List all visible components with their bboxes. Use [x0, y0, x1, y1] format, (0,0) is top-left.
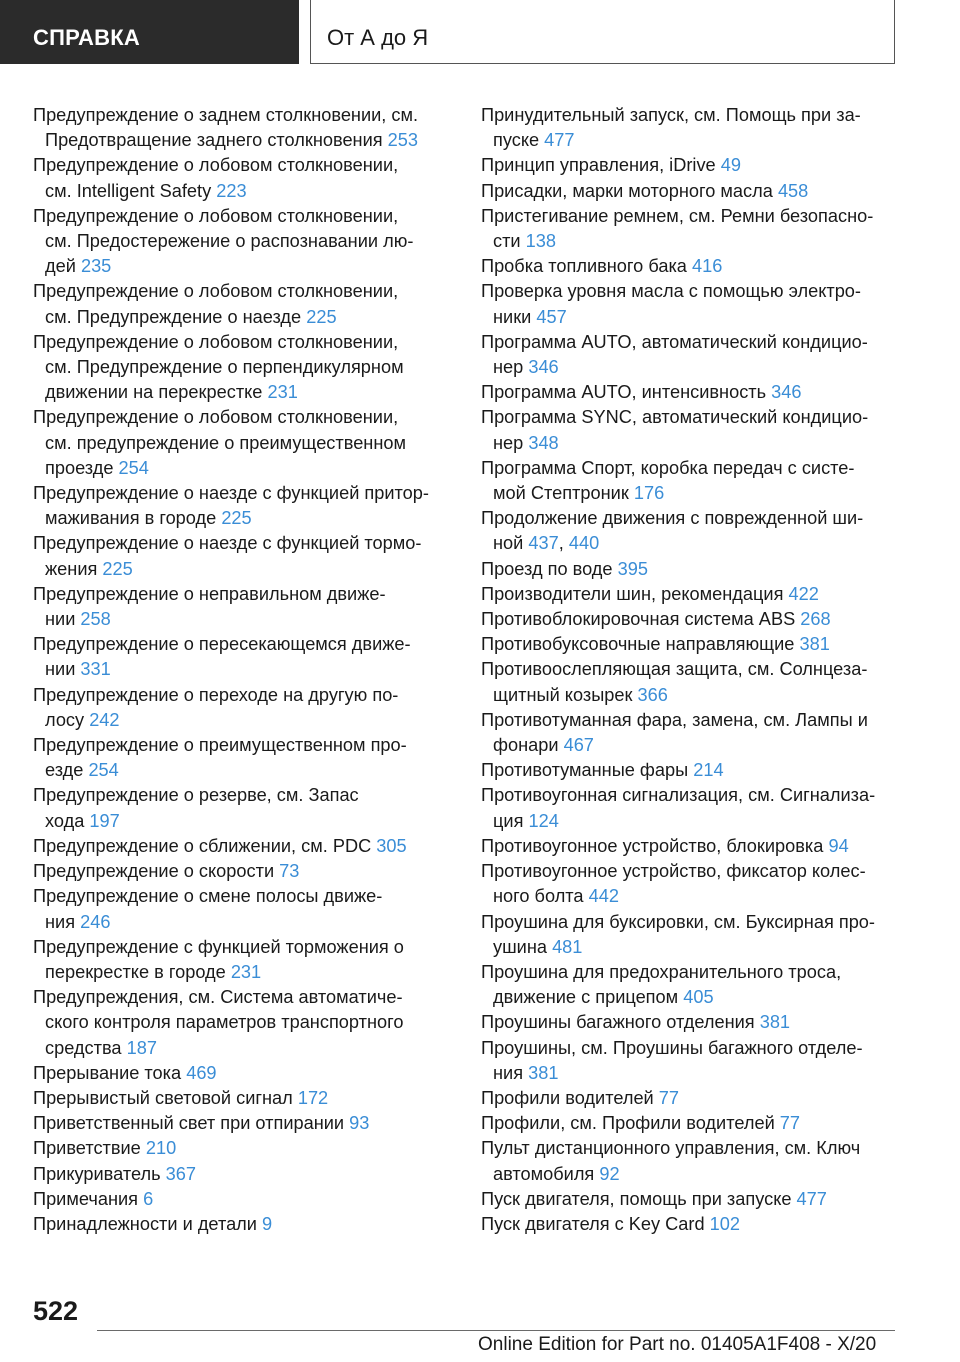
index-entry: [481, 910, 901, 960]
index-entry-text: Программа AUTO, интенсивность: [481, 382, 772, 403]
index-entry: [481, 708, 901, 758]
page-reference-link[interactable]: 381: [759, 1012, 791, 1033]
index-entry-text: Предупреждение о резерве, см. Запас: [33, 785, 359, 806]
index-entry-text: Проушина для буксировки, см. Буксирная про-: [481, 911, 875, 932]
index-entry: [481, 456, 901, 506]
index-entry: [481, 582, 901, 607]
index-entry-text: Противобуксовочные направляющие: [481, 634, 800, 655]
index-entry: [481, 179, 901, 204]
page-reference-link[interactable]: 253: [387, 130, 419, 151]
index-entry-text: Противотуманные фары: [481, 760, 694, 781]
index-entry: [33, 834, 453, 859]
index-entry: [481, 783, 901, 833]
index-entry: [481, 632, 901, 657]
page-reference-link[interactable]: 231: [230, 961, 262, 982]
index-entry: [33, 1111, 453, 1136]
index-entry-text: Программа SYNC, автоматический кондицио-: [481, 407, 869, 428]
index-entry: [481, 330, 901, 380]
index-entry: [33, 985, 453, 1061]
index-entry-text: Предупреждение о заднем столкновении, см.: [33, 105, 419, 125]
ref-separator: ,: [558, 533, 569, 554]
index-entry-text: Предупреждения, см. Система автоматиче-: [33, 987, 403, 1008]
index-entry-text: Принцип управления, iDrive: [481, 155, 721, 176]
index-entry-text: Программа Спорт, коробка передач с систе-: [481, 457, 855, 478]
index-entry: [481, 834, 901, 859]
index-entry: [33, 783, 453, 833]
index-entry-text: см. Предупреждение о наезде: [45, 306, 307, 327]
index-entry-text: нии: [45, 609, 81, 630]
index-entry-text: ция: [493, 810, 529, 831]
index-entry-text: нер: [493, 432, 529, 453]
index-entry-text: Принудительный запуск, см. Помощь при за-: [481, 105, 861, 125]
page-reference-link[interactable]: 367: [165, 1163, 196, 1184]
index-entry-text: Предупреждение о смене полосы движе-: [33, 886, 383, 907]
index-entry: [481, 557, 901, 582]
index-column-left: [33, 103, 453, 1237]
index-entry: [33, 103, 453, 153]
index-entry-text: Предупреждение о преимущественном про-: [33, 735, 407, 756]
page-reference-link[interactable]: 366: [637, 684, 668, 705]
index-entry-text: Противоугонная сигнализация, см. Сигнализа-: [481, 785, 876, 806]
index-entry-text: нии: [45, 659, 81, 680]
index-entry: [33, 1136, 453, 1161]
page-reference-link[interactable]: 467: [563, 735, 594, 756]
index-entry-text: дей: [45, 256, 81, 277]
index-entry-text: см. Предупреждение о перпендикулярном: [45, 357, 404, 378]
index-entry-text: ной: [493, 533, 529, 554]
page-reference-link[interactable]: 348: [528, 432, 559, 453]
index-entry-text: Предупреждение о наезде с функцией тормо-: [33, 533, 422, 554]
index-entry-text: хода: [45, 810, 90, 831]
index-entry-text: ского контроля параметров транспортного: [45, 1012, 404, 1033]
index-entry-text: Производители шин, рекомендация: [481, 583, 789, 604]
index-entry: [481, 153, 901, 178]
index-entry-text: Предупреждение о лобовом столкновении,: [33, 205, 399, 226]
index-entry-text: жения: [45, 558, 103, 579]
index-entry-text: Противоблокировочная система ABS: [481, 609, 801, 630]
index-entry-text: ного болта: [493, 886, 589, 907]
page-reference-link[interactable]: 469: [186, 1062, 217, 1083]
index-entry-text: Предупреждение с функцией торможения о: [33, 936, 404, 957]
page-reference-link[interactable]: 197: [89, 810, 120, 831]
page-reference-link[interactable]: 77: [658, 1087, 680, 1108]
page-reference-link[interactable]: 242: [89, 709, 120, 730]
index-entry-text: Проушина для предохранительного троса,: [481, 961, 842, 982]
page-reference-link[interactable]: 381: [528, 1062, 559, 1083]
page-reference-link[interactable]: 176: [633, 483, 665, 504]
index-entry-text: перекрестке в городе: [45, 961, 231, 982]
page-reference-link[interactable]: 254: [88, 760, 119, 781]
page-reference-link[interactable]: 305: [376, 835, 407, 856]
index-entry-text: Примечания: [33, 1188, 144, 1209]
index-entry-text: Противотуманная фара, замена, см. Лампы и: [481, 709, 868, 730]
page-reference-link[interactable]: 102: [709, 1213, 740, 1234]
index-entry-text: см. Intelligent Safety: [45, 180, 217, 201]
index-entry-text: маживания в городе: [45, 508, 222, 529]
index-entry-text: Предупреждение о лобовом столкновении,: [33, 331, 399, 352]
index-entry: [33, 1162, 453, 1187]
index-entry: [33, 632, 453, 682]
index-entry: [481, 103, 901, 153]
index-entry-text: Прерывистый световой сигнал: [33, 1087, 298, 1108]
index-entry-text: езде: [45, 760, 89, 781]
index-entry-text: фонари: [493, 735, 564, 756]
index-entry: [481, 607, 901, 632]
index-entry-text: автомобиля: [493, 1163, 600, 1184]
subsection-title: От А до Я: [327, 25, 429, 50]
index-entry-text: Предупреждение о неправильном движе-: [33, 583, 386, 604]
index-entry-text: Противоугонное устройство, фиксатор колес-: [481, 861, 866, 882]
index-entry-text: ушина: [493, 936, 553, 957]
index-entry: [481, 1010, 901, 1035]
index-entry: [33, 330, 453, 406]
index-entry-text: ния: [493, 1062, 529, 1083]
page-reference-link[interactable]: 395: [617, 558, 648, 579]
index-entry-text: Принадлежности и детали: [33, 1213, 263, 1234]
page-reference-link[interactable]: 246: [80, 911, 111, 932]
index-entry: [481, 380, 901, 405]
index-entry-text: Предупреждение о наезде с функцией притор-: [33, 483, 429, 504]
index-entry-text: щитный козырек: [493, 684, 638, 705]
index-entry-text: Предупреждение о лобовом столкновении,: [33, 155, 399, 176]
page-reference-link[interactable]: 477: [544, 130, 575, 151]
index-entry-text: ния: [45, 911, 81, 932]
index-entry-text: пуске: [493, 130, 545, 151]
index-entry: [33, 1187, 453, 1212]
page-reference-link[interactable]: 93: [349, 1113, 370, 1134]
page-reference-link[interactable]: 268: [800, 609, 831, 630]
index-entry-text: Прерывание тока: [33, 1062, 187, 1083]
index-entry: [33, 733, 453, 783]
index-entry: [33, 859, 453, 884]
index-entry-text: Предупреждение о лобовом столкновении,: [33, 281, 399, 302]
page-reference-link[interactable]: 210: [145, 1138, 177, 1159]
index-entry-text: нер: [493, 357, 529, 378]
index-column-right: [481, 103, 901, 1237]
index-entry-text: Проверка уровня масла с помощью электро-: [481, 281, 861, 302]
page-reference-link[interactable]: 73: [279, 861, 300, 882]
index-entry-text: сти: [493, 231, 526, 252]
page-reference-link[interactable]: 442: [588, 886, 619, 907]
index-entry: [481, 1086, 901, 1111]
page-reference-link[interactable]: 214: [693, 760, 724, 781]
index-entry: [33, 683, 453, 733]
index-entry-text: Предотвращение заднего столкновения: [45, 130, 388, 151]
index-entry-text: движение с прицепом: [493, 987, 684, 1008]
index-entry-text: средства: [45, 1037, 127, 1058]
page-number: 522: [33, 1296, 79, 1326]
index-entry-text: Прикуриватель: [33, 1163, 166, 1184]
page-reference-link[interactable]: 457: [536, 306, 567, 327]
page-reference-link[interactable]: 223: [216, 180, 247, 201]
index-entry: [481, 758, 901, 783]
index-entry: [481, 1036, 901, 1086]
index-entry: [481, 204, 901, 254]
index-entry: [481, 254, 901, 279]
index-entry: [33, 153, 453, 203]
index-entry-text: Приветственный свет при отпирании: [33, 1113, 350, 1134]
page-reference-link[interactable]: 346: [771, 382, 802, 403]
index-entry-text: мой Стептроник: [493, 483, 634, 504]
index-entry-text: Профили водителей: [481, 1087, 659, 1108]
footer-divider: [97, 1330, 895, 1331]
index-entry-text: Пуск двигателя, помощь при запуске: [481, 1188, 797, 1209]
index-entry: [481, 1212, 901, 1237]
index-entry-text: Пристегивание ремнем, см. Ремни безопасно-: [481, 205, 874, 226]
page-reference-link[interactable]: 49: [720, 155, 741, 176]
page-reference-link[interactable]: 422: [788, 583, 819, 604]
page-reference-link[interactable]: 9: [262, 1213, 273, 1234]
index-entry-text: Пульт дистанционного управления, см. Ключ: [481, 1138, 861, 1159]
index-entry-text: Продолжение движения с поврежденной ши-: [481, 508, 864, 529]
index-entry: [481, 506, 901, 556]
page-reference-link[interactable]: 405: [683, 987, 714, 1008]
index-entry: [481, 1187, 901, 1212]
index-entry-text: Проезд по воде: [481, 558, 618, 579]
page-reference-link[interactable]: 258: [80, 609, 111, 630]
index-entry-text: Приветствие: [33, 1138, 146, 1159]
index-entry: [33, 582, 453, 632]
page-reference-link[interactable]: 92: [599, 1163, 620, 1184]
index-entry-text: Программа AUTO, автоматический кондицио-: [481, 331, 868, 352]
page-reference-link[interactable]: 235: [80, 256, 112, 277]
subsection-tab: [310, 0, 895, 64]
page-reference-link[interactable]: 6: [143, 1188, 154, 1209]
section-tab: [0, 0, 299, 64]
page-reference-link[interactable]: 331: [80, 659, 111, 680]
index-entry: [33, 405, 453, 481]
page-reference-link[interactable]: 138: [525, 231, 556, 252]
index-entry-text: Предупреждение о скорости: [33, 861, 280, 882]
page-reference-link[interactable]: 225: [102, 558, 133, 579]
index-entry: [481, 279, 901, 329]
page-reference-link[interactable]: 477: [796, 1188, 827, 1209]
index-entry-text: Профили, см. Профили водителей: [481, 1113, 780, 1134]
page-reference-link[interactable]: 225: [306, 306, 337, 327]
index-entry: [481, 1136, 901, 1186]
index-entry: [481, 859, 901, 909]
index-entry: [481, 657, 901, 707]
index-entry-text: Противоугонное устройство, блокировка: [481, 835, 829, 856]
index-entry: [33, 1061, 453, 1086]
index-entry: [481, 960, 901, 1010]
page-reference-link[interactable]: 94: [828, 835, 849, 856]
page-reference-link[interactable]: 231: [267, 382, 298, 403]
page-reference-link[interactable]: 77: [779, 1113, 801, 1134]
index-entry: [481, 1111, 901, 1136]
index-entry: [481, 405, 901, 455]
index-entry-text: Проушины, см. Проушины багажного отделе-: [481, 1037, 863, 1058]
index-entry: [33, 481, 453, 531]
index-entry: [33, 204, 453, 280]
index-entry: [33, 531, 453, 581]
index-entry-text: Предупреждение о сближении, см. PDC: [33, 835, 377, 856]
index-entry: [33, 279, 453, 329]
index-entry-text: ники: [493, 306, 537, 327]
index-entry-text: Противоослепляющая защита, см. Солнцеза-: [481, 659, 868, 680]
index-entry: [33, 935, 453, 985]
index-entry: [33, 1212, 453, 1237]
section-title: СПРАВКА: [33, 25, 140, 50]
index-entry: [33, 1086, 453, 1111]
page-reference-link[interactable]: 346: [528, 357, 559, 378]
index-entry-text: Пуск двигателя с Key Card: [481, 1213, 710, 1234]
page-reference-link[interactable]: 437: [528, 533, 559, 554]
page-reference-link[interactable]: 124: [528, 810, 559, 831]
index-entry-text: движении на перекрестке: [45, 382, 268, 403]
index-entry-text: проезде: [45, 457, 119, 478]
page-reference-link[interactable]: 254: [118, 457, 149, 478]
index-entry-text: Предупреждение о лобовом столкновении,: [33, 407, 399, 428]
edition-note: Online Edition for Part no. 01405A1F408 - X/20: [478, 1334, 877, 1355]
index-entry-text: Присадки, марки моторного масла: [481, 180, 778, 201]
page-reference-link[interactable]: 172: [297, 1087, 329, 1108]
index-entry-text: Предупреждение о пересекающемся движе-: [33, 634, 411, 655]
page-reference-link[interactable]: 225: [221, 508, 252, 529]
index-entry-text: см. Предостережение о распознавании лю-: [45, 231, 414, 252]
page-reference-link[interactable]: 458: [777, 180, 809, 201]
page-reference-link[interactable]: 481: [552, 936, 583, 957]
page-reference-link[interactable]: 416: [691, 256, 723, 277]
page-reference-link[interactable]: 187: [126, 1037, 157, 1058]
page-reference-link[interactable]: 381: [799, 634, 830, 655]
index-entry-text: Пробка топливного бака: [481, 256, 692, 277]
index-entry-text: см. предупреждение о преимущественном: [45, 432, 407, 453]
page-reference-link[interactable]: 440: [568, 533, 600, 554]
index-entry-text: Предупреждение о переходе на другую по-: [33, 684, 399, 705]
index-entry-text: лосу: [45, 709, 90, 730]
index-entry-text: Проушины багажного отделения: [481, 1012, 760, 1033]
index-entry: [33, 884, 453, 934]
